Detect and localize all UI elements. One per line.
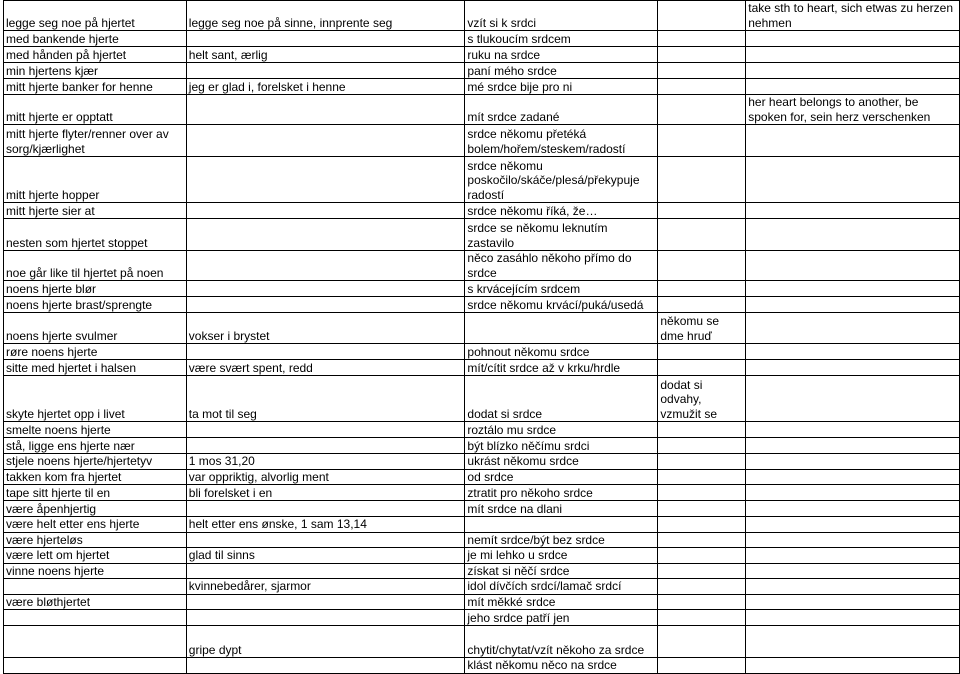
table-row [4,438,960,454]
cell-norwegian: stjele noens hjerte/hjertetyv [4,454,187,470]
cell-norwegian: stå, ligge ens hjerte nær [4,438,187,454]
cell-english-german [746,563,960,579]
cell-czech-meaning [658,454,746,470]
cell-norwegian-meaning [186,95,465,125]
table-row [4,376,960,422]
cell-norwegian-meaning [186,658,465,674]
cell-czech-meaning [658,63,746,79]
table-row [4,422,960,438]
cell-czech-meaning [658,1,746,31]
cell-norwegian-meaning [186,219,465,251]
table-row [4,517,960,533]
cell-norwegian: takken kom fra hjertet [4,469,187,485]
table-row [4,579,960,595]
cell-norwegian: være åpenhjertig [4,501,187,517]
cell-czech-meaning [658,532,746,548]
cell-norwegian-meaning [186,422,465,438]
cell-english-german [746,626,960,658]
table-row [4,125,960,157]
cell-czech-meaning [658,501,746,517]
cell-english-german [746,79,960,95]
cell-norwegian: noens hjerte blør [4,281,187,297]
cell-english-german [746,579,960,595]
cell-czech-meaning [658,251,746,281]
cell-norwegian: nesten som hjertet stoppet [4,219,187,251]
cell-czech-meaning: dodat si odvahy, vzmužit se [658,376,746,422]
cell-czech: mít srdce na dlani [465,501,658,517]
table-row [4,485,960,501]
cell-czech: dodat si srdce [465,376,658,422]
cell-english-german [746,297,960,313]
table-row [4,501,960,517]
cell-czech: ukrást někomu srdce [465,454,658,470]
cell-norwegian-meaning [186,501,465,517]
cell-czech-meaning [658,469,746,485]
cell-czech: klást někomu něco na srdce [465,658,658,674]
cell-norwegian-meaning [186,125,465,157]
cell-norwegian-meaning: være svært spent, redd [186,360,465,376]
cell-norwegian-meaning: vokser i brystet [186,313,465,344]
cell-english-german [746,501,960,517]
cell-norwegian: med hånden på hjertet [4,47,187,63]
cell-norwegian-meaning [186,594,465,610]
cell-czech: ztratit pro někoho srdce [465,485,658,501]
cell-norwegian: noe går like til hjertet på noen [4,251,187,281]
cell-czech: nemít srdce/být bez srdce [465,532,658,548]
cell-czech: mé srdce bije pro ni [465,79,658,95]
cell-czech-meaning [658,626,746,658]
cell-norwegian-meaning: helt etter ens ønske, 1 sam 13,14 [186,517,465,533]
cell-norwegian-meaning [186,344,465,360]
table-row [4,626,960,658]
cell-english-german: take sth to heart, sich etwas zu herzen nehmen [746,1,960,31]
cell-english-german [746,454,960,470]
cell-english-german [746,469,960,485]
cell-norwegian-meaning: glad til sinns [186,548,465,564]
cell-czech [465,517,658,533]
cell-english-german [746,219,960,251]
cell-norwegian [4,626,187,658]
cell-czech: srdce někomu říká, že… [465,203,658,219]
cell-norwegian-meaning: ta mot til seg [186,376,465,422]
table-row [4,548,960,564]
cell-norwegian-meaning: jeg er glad i, forelsket i henne [186,79,465,95]
table-row [4,95,960,125]
table-row [4,31,960,47]
cell-czech-meaning [658,31,746,47]
cell-czech: od srdce [465,469,658,485]
cell-norwegian-meaning [186,31,465,47]
cell-czech: srdce někomu poskočilo/skáče/plesá/překypuje radostí [465,157,658,203]
table-row [4,610,960,626]
cell-czech: ruku na srdce [465,47,658,63]
cell-norwegian-meaning [186,610,465,626]
table-row [4,594,960,610]
cell-norwegian-meaning [186,281,465,297]
cell-czech-meaning [658,79,746,95]
cell-czech-meaning [658,610,746,626]
cell-norwegian: skyte hjertet opp i livet [4,376,187,422]
cell-english-german [746,532,960,548]
table-row [4,79,960,95]
cell-english-german [746,376,960,422]
cell-norwegian: være lett om hjertet [4,548,187,564]
cell-norwegian: være hjerteløs [4,532,187,548]
cell-czech-meaning [658,125,746,157]
cell-czech: srdce někomu krvácí/puká/usedá [465,297,658,313]
cell-english-german [746,548,960,564]
cell-czech: získat si něčí srdce [465,563,658,579]
cell-czech: je mi lehko u srdce [465,548,658,564]
cell-norwegian: mitt hjerte sier at [4,203,187,219]
table-row [4,297,960,313]
cell-czech-meaning: někomu se dme hruď [658,313,746,344]
cell-norwegian [4,658,187,674]
cell-norwegian-meaning: 1 mos 31,20 [186,454,465,470]
cell-norwegian: vinne noens hjerte [4,563,187,579]
cell-czech-meaning [658,219,746,251]
cell-english-german [746,125,960,157]
cell-czech-meaning [658,594,746,610]
cell-norwegian: mitt hjerte er opptatt [4,95,187,125]
cell-czech: srdce se někomu leknutím zastavilo [465,219,658,251]
cell-czech: mít/cítit srdce až v krku/hrdle [465,360,658,376]
cell-norwegian: noens hjerte svulmer [4,313,187,344]
cell-norwegian [4,579,187,595]
cell-czech: s krvácejícím srdcem [465,281,658,297]
cell-norwegian [4,610,187,626]
cell-czech-meaning [658,281,746,297]
cell-czech-meaning [658,360,746,376]
idiom-table-body [4,1,960,674]
cell-czech: jeho srdce patří jen [465,610,658,626]
table-row [4,658,960,674]
cell-czech-meaning [658,517,746,533]
cell-czech-meaning [658,485,746,501]
cell-norwegian-meaning [186,563,465,579]
cell-norwegian-meaning: bli forelsket i en [186,485,465,501]
cell-czech: roztálo mu srdce [465,422,658,438]
cell-czech-meaning [658,297,746,313]
cell-norwegian: min hjertens kjær [4,63,187,79]
cell-czech: něco zasáhlo někoho přímo do srdce [465,251,658,281]
cell-norwegian: mitt hjerte banker for henne [4,79,187,95]
cell-czech: srdce někomu přetéká bolem/hořem/steskem/radostí [465,125,658,157]
cell-norwegian-meaning [186,251,465,281]
cell-czech-meaning [658,438,746,454]
cell-english-german [746,47,960,63]
cell-czech: idol dívčích srdcí/lamač srdcí [465,579,658,595]
cell-english-german [746,157,960,203]
cell-english-german [746,610,960,626]
table-row [4,532,960,548]
cell-norwegian-meaning [186,297,465,313]
table-row [4,157,960,203]
table-row [4,454,960,470]
cell-norwegian-meaning [186,438,465,454]
cell-norwegian-meaning [186,203,465,219]
cell-norwegian: noens hjerte brast/sprengte [4,297,187,313]
cell-czech-meaning [658,203,746,219]
table-row [4,563,960,579]
cell-english-german [746,251,960,281]
cell-english-german [746,594,960,610]
table-row [4,203,960,219]
cell-czech: s tlukoucím srdcem [465,31,658,47]
cell-norwegian-meaning: kvinnebedårer, sjarmor [186,579,465,595]
cell-czech-meaning [658,658,746,674]
cell-czech-meaning [658,548,746,564]
cell-english-german [746,658,960,674]
table-row [4,47,960,63]
cell-czech [465,313,658,344]
cell-czech-meaning [658,344,746,360]
cell-czech-meaning [658,422,746,438]
cell-norwegian-meaning [186,157,465,203]
cell-english-german [746,485,960,501]
table-row [4,281,960,297]
cell-czech: chytit/chytat/vzít někoho za srdce [465,626,658,658]
cell-norwegian: mitt hjerte flyter/renner over av sorg/kjærlighet [4,125,187,157]
cell-norwegian-meaning: var oppriktig, alvorlig ment [186,469,465,485]
table-row [4,360,960,376]
cell-english-german [746,360,960,376]
cell-czech-meaning [658,47,746,63]
cell-english-german: her heart belongs to another, be spoken for, sein herz verschenken [746,95,960,125]
cell-english-german [746,438,960,454]
cell-norwegian: være helt etter ens hjerte [4,517,187,533]
cell-czech: vzít si k srdci [465,1,658,31]
cell-norwegian: tape sitt hjerte til en [4,485,187,501]
cell-czech: mít srdce zadané [465,95,658,125]
table-row [4,251,960,281]
cell-norwegian: smelte noens hjerte [4,422,187,438]
cell-english-german [746,31,960,47]
cell-czech: být blízko něčímu srdci [465,438,658,454]
cell-english-german [746,203,960,219]
cell-english-german [746,517,960,533]
cell-czech: paní mého srdce [465,63,658,79]
cell-czech-meaning [658,157,746,203]
cell-english-german [746,63,960,79]
table-row [4,344,960,360]
idiom-table [3,0,960,674]
cell-english-german [746,422,960,438]
table-row [4,313,960,344]
cell-norwegian-meaning: helt sant, ærlig [186,47,465,63]
cell-norwegian: legge seg noe på hjertet [4,1,187,31]
cell-norwegian: mitt hjerte hopper [4,157,187,203]
table-row [4,469,960,485]
cell-norwegian-meaning [186,532,465,548]
cell-norwegian: sitte med hjertet i halsen [4,360,187,376]
cell-norwegian-meaning: legge seg noe på sinne, innprente seg [186,1,465,31]
cell-english-german [746,281,960,297]
cell-english-german [746,344,960,360]
cell-czech-meaning [658,579,746,595]
cell-norwegian: være bløthjertet [4,594,187,610]
table-row [4,63,960,79]
cell-czech: mít měkké srdce [465,594,658,610]
cell-norwegian: røre noens hjerte [4,344,187,360]
cell-czech-meaning [658,563,746,579]
table-row [4,219,960,251]
cell-czech-meaning [658,95,746,125]
cell-norwegian: med bankende hjerte [4,31,187,47]
cell-czech: pohnout někomu srdce [465,344,658,360]
cell-english-german [746,313,960,344]
cell-norwegian-meaning: gripe dypt [186,626,465,658]
table-row [4,1,960,31]
cell-norwegian-meaning [186,63,465,79]
